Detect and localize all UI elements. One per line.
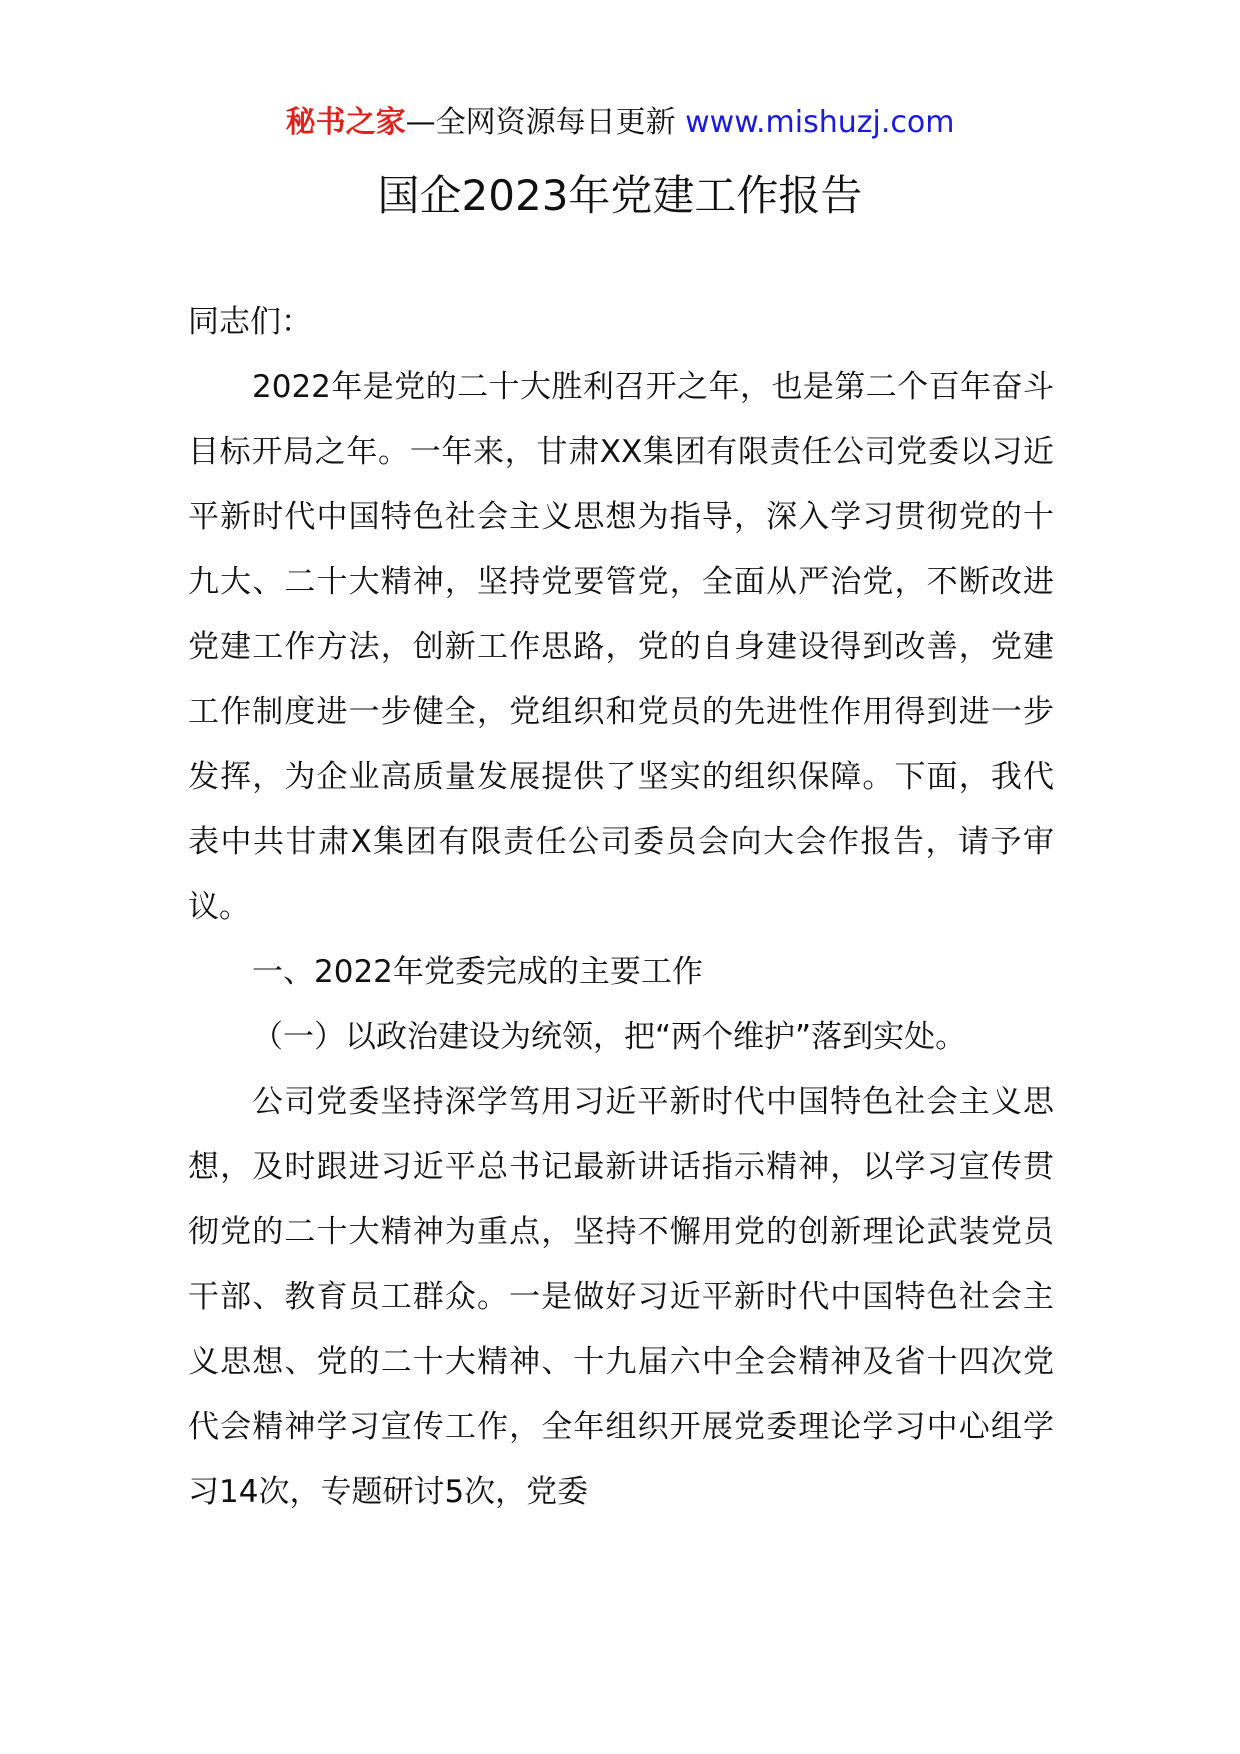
intro-paragraph: 2022年是党的二十大胜利召开之年，也是第二个百年奋斗目标开局之年。一年来，甘肃XX集团有限责任公司党委以习近平新时代中国特色社会主义思想为指导，深入学习贯彻党的十九大、二十大精神，坚持党要管党，全面从严治党，不断改进党建工作方法，创新工作思路，党的自身建设得到改善，党建工作制度进一步健全，党组织和党员的先进性作用得到进一步发挥，为企业高质量发展提供了坚实的组织保障。下面，我代表中共甘肃X集团有限责任公司委员会向大会作报告，请予审议。 bbox=[188, 369, 1054, 925]
subsection-heading: （一）以政治建设为统领，把“两个维护”落到实处。 bbox=[252, 1019, 967, 1055]
document-title: 国企2023年党建工作报告 bbox=[377, 171, 863, 220]
salutation: 同志们： bbox=[188, 304, 312, 340]
site-url-link[interactable]: www.mishuzj.com bbox=[685, 105, 955, 140]
site-brand: 秘书之家 bbox=[285, 105, 406, 140]
section-heading: 一、2022年党委完成的主要工作 bbox=[252, 954, 703, 990]
site-header bbox=[0, 100, 1240, 146]
site-tagline: —全网资源每日更新 bbox=[405, 105, 686, 140]
document-body bbox=[188, 290, 1054, 1525]
body-paragraph: 公司党委坚持深学笃用习近平新时代中国特色社会主义思想，及时跟进习近平总书记最新讲话指示精神，以学习宣传贯彻党的二十大精神为重点，坚持不懈用党的创新理论武装党员干部、教育员工群众。一是做好习近平新时代中国特色社会主义思想、党的二十大精神、十九届六中全会精神及省十四次党代会精神学习宣传工作，全年组织开展党委理论学习中心组学习14次，专题研讨5次，党委 bbox=[188, 1084, 1054, 1510]
